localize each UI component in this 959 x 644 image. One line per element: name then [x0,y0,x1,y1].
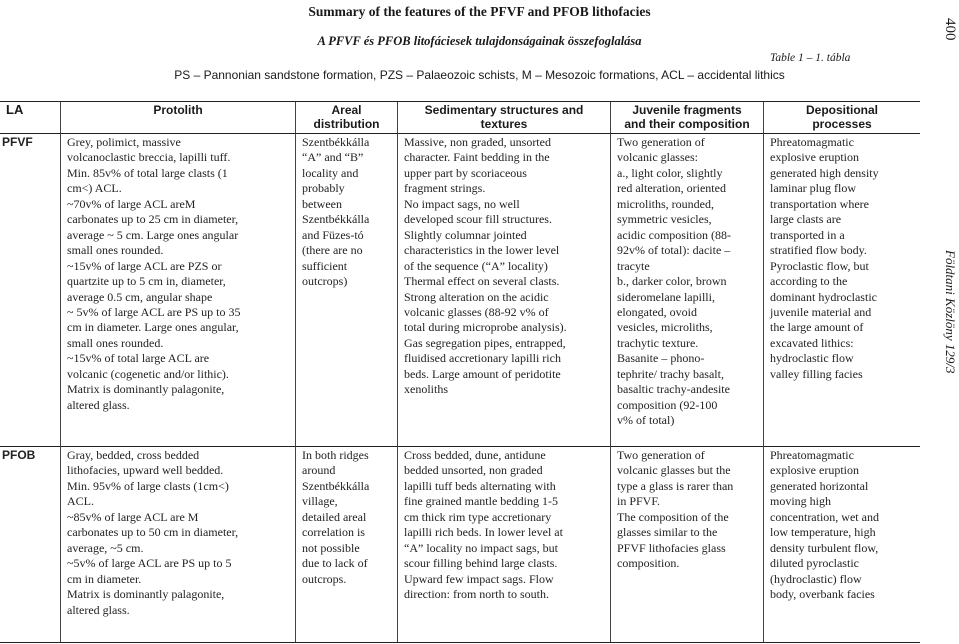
cell-line: juvenile material and [770,304,872,319]
journal-name: Földtani Közlöny 129/3 [943,250,958,374]
header-line: textures [480,117,528,131]
cell-line: Min. 95v% of large clasts (1cm<) [67,478,229,493]
cell-depositional-processes [764,134,920,447]
cell-line: Thermal effect on several clasts. [404,274,560,289]
cell-line: Szentbékkálla [302,212,370,227]
cell-line: moving high [770,494,832,509]
cell-line: average, ~5 cm. [67,540,144,555]
header-juvenile-fragments [611,102,764,134]
cell-line: average ~ 5 cm. Large ones angular [67,227,239,242]
cell-line: Cross bedded, dune, antidune [404,448,546,462]
cell-line: acidic composition (88- [617,227,731,242]
cell-juvenile-fragments [611,134,764,447]
cell-line: Min. 85v% of total large clasts (1 [67,165,228,180]
cell-line: dominant hydroclastic [770,289,877,304]
cell-line: body, overbank facies [770,587,875,602]
cell-line: ~15v% of large ACL are PZS or [67,258,222,273]
cell-line: of the sequence (“A” locality) [404,258,548,273]
cell-line: explosive eruption [770,463,859,478]
header-line: Protolith [153,103,203,117]
cell-line: cm thick rim type accretionary [404,509,552,524]
cell-line: Szentbékkálla [302,135,370,149]
header-areal-distribution [296,102,398,134]
cell-line: type a glass is rarer than [617,478,734,493]
cell-line: sideromelane lapilli, [617,289,715,304]
table-label: Table 1 – 1. tábla [770,52,851,64]
cell-line: Two generation of [617,135,705,149]
cell-line: village, [302,494,338,509]
cell-line: outcrops) [302,274,348,289]
cell-line: Two generation of [617,448,705,462]
cell-line: In both ridges [302,448,369,462]
abbreviation-legend: PS – Pannonian sandstone formation, PZS – Palaeozoic schists, M – Mesozoic formations, ACL – accidental lithics [174,68,785,82]
cell-line: volcanic glasses (88-92 v% of [404,304,549,319]
header-protolith [61,102,296,134]
cell-line: sufficient [302,258,348,273]
cell-line: tracyte [617,258,650,273]
cell-line: concentration, wet and [770,509,879,524]
cell-line: lithofacies, upward well bedded. [67,463,224,478]
cell-line: small ones rounded. [67,243,164,258]
header-line: processes [812,117,872,131]
cell-line: excavated lithics: [770,335,854,350]
cell-line: ~70v% of large ACL areM [67,196,196,211]
cell-sedimentary-structures [398,134,611,447]
header-line: Juvenile fragments [632,103,742,117]
cell-depositional-processes [764,447,920,642]
cell-line: hydroclastic flow [770,351,854,366]
cell-line: small ones rounded. [67,335,164,350]
cell-line: and Füzes-tó [302,227,364,242]
cell-line: the large amount of [770,320,864,335]
cell-line: total during microprobe analysis). [404,320,567,335]
cell-line: density turbulent flow, [770,540,879,555]
lithofacies-table [0,101,920,643]
cell-line: probably [302,181,345,196]
cell-line: characteristics in the lower level [404,243,560,258]
cell-line: Matrix is dominantly palagonite, [67,382,225,397]
cell-protolith [61,447,296,642]
cell-line: ~ 5v% of large ACL are PS up to 35 [67,304,241,319]
cell-line: “A” locality no impact sags, but [404,540,558,555]
cell-line: generated horizontal [770,478,869,493]
header-line: LA [6,102,24,117]
cell-line: glasses similar to the [617,525,718,540]
cell-line: beds. Large amount of peridotite [404,366,561,381]
cell-line: bedded unsorted, non graded [404,463,543,478]
header-line: and their composition [624,117,750,131]
cell-line: vesicles, microliths, [617,320,713,335]
header-line: distribution [313,117,380,131]
cell-line: detailed areal [302,509,367,524]
cell-line: altered glass. [67,397,130,412]
cell-line: a., light color, slightly [617,165,723,180]
table-title: Summary of the features of the PFVF and PFOB lithofacies [308,4,651,19]
cell-line: Pyroclastic flow, but [770,258,869,273]
cell-line: carbonates up to 50 cm in diameter, [67,525,239,540]
cell-line: volcanic glasses: [617,150,698,165]
cell-line: scour filling behind large clasts. [404,556,558,571]
cell-line: (hydroclastic) flow [770,571,862,586]
cell-line: Strong alteration on the acidic [404,289,549,304]
cell-line: Massive, non graded, unsorted [404,135,551,149]
cell-line: basaltic trachy-andesite [617,382,730,397]
cell-line: altered glass. [67,602,130,617]
cell-line: Gray, bedded, cross bedded [67,448,200,462]
cell-line: ~85v% of large ACL are M [67,509,199,524]
cell-line: PFVF lithofacies glass [617,540,726,555]
cell-line: Phreatomagmatic [770,448,854,462]
cell-line: character. Faint bedding in the [404,150,550,165]
cell-line: in PFVF. [617,494,661,509]
cell-line: No impact sags, no well [404,196,520,211]
cell-line: cm in diameter. Large ones angular, [67,320,239,335]
cell-line: Matrix is dominantly palagonite, [67,587,225,602]
cell-line: valley filling facies [770,366,863,381]
cell-line: between [302,196,342,211]
cell-line: outcrops. [302,571,347,586]
cell-line: locality and [302,165,359,180]
cell-line: 92v% of total): dacite – [617,243,731,258]
header-la [0,102,61,134]
cell-line: quartzite up to 5 cm in, diameter, [67,274,226,289]
cell-line: laminar plug flow [770,181,856,196]
cell-line: around [302,463,336,478]
cell-line: “A” and “B” [302,150,364,165]
cell-line: transportation where [770,196,869,211]
cell-line: Slightly columnar jointed [404,227,527,242]
cell-line: xenoliths [404,382,448,397]
header-sedimentary-structures [398,102,611,134]
cell-line: Grey, polimict, massive [67,135,181,149]
cell-line: ACL. [67,494,94,509]
cell-line: ~15v% of total large ACL are [67,351,210,366]
cell-sedimentary-structures [398,447,611,642]
table-subtitle-hungarian: A PFVF és PFOB litofáciesek tulajdonságainak összefoglalása [317,34,642,48]
cell-line: tephrite/ trachy basalt, [617,366,724,381]
cell-line: (there are no [302,243,363,258]
cell-line: carbonates up to 25 cm in diameter, [67,212,239,227]
cell-line: direction: from north to south. [404,587,549,602]
cell-line: composition. [617,556,680,571]
cell-line: The composition of the [617,509,729,524]
cell-line: developed scour fill structures. [404,212,552,227]
cell-areal-distribution [296,447,398,642]
cell-line: microliths, rounded, [617,196,714,211]
cell-line: generated high density [770,165,879,180]
header-line: Depositional [805,103,878,117]
cell-line: explosive eruption [770,150,859,165]
cell-line: upper part by scoriaceous [404,165,527,180]
cell-line: red alteration, oriented [617,181,726,196]
cell-line: correlation is [302,525,365,540]
cell-line: due to lack of [302,556,368,571]
header-line: Areal [331,103,362,117]
cell-line: Basanite – phono- [617,351,705,366]
cell-line: v% of total) [617,413,675,428]
cell-line: average 0.5 cm, angular shape [67,289,213,304]
cell-line: trachytic texture. [617,335,699,350]
row-label: PFOB [0,447,61,642]
cell-line: fragment strings. [404,181,486,196]
cell-line: according to the [770,274,848,289]
cell-line: Upward few impact sags. Flow [404,571,554,586]
cell-line: cm<) ACL. [67,181,122,196]
cell-line: volcanic glasses but the [617,463,731,478]
cell-line: symmetric vesicles, [617,212,712,227]
cell-line: large clasts are [770,212,842,227]
cell-line: lapilli tuff beds alternating with [404,478,556,493]
cell-protolith [61,134,296,447]
cell-line: fine grained mantle bedding 1-5 [404,494,558,509]
cell-line: cm in diameter. [67,571,142,586]
cell-line: Phreatomagmatic [770,135,854,149]
row-label: PFVF [0,134,61,447]
cell-line: not possible [302,540,360,555]
cell-line: fluidised accretionary lapilli rich [404,351,561,366]
header-depositional-processes [764,102,920,134]
cell-line: low temperature, high [770,525,876,540]
header-line: Sedimentary structures and [424,103,584,117]
cell-line: b., darker color, brown [617,274,727,289]
cell-line: transported in a [770,227,845,242]
cell-juvenile-fragments [611,447,764,642]
cell-areal-distribution [296,134,398,447]
cell-line: elongated, ovoid [617,304,697,319]
cell-line: volcanic (cogenetic and/or lithic). [67,366,229,381]
cell-line: diluted pyroclastic [770,556,859,571]
cell-line: composition (92-100 [617,397,718,412]
cell-line: Gas segregation pipes, entrapped, [404,335,566,350]
cell-line: Szentbékkálla [302,478,370,493]
cell-line: lapilli rich beds. In lower level at [404,525,563,540]
cell-line: stratified flow body. [770,243,867,258]
cell-line: ~5v% of large ACL are PS up to 5 [67,556,232,571]
page-number: 400 [942,18,958,41]
cell-line: volcanoclastic breccia, lapilli tuff. [67,150,231,165]
